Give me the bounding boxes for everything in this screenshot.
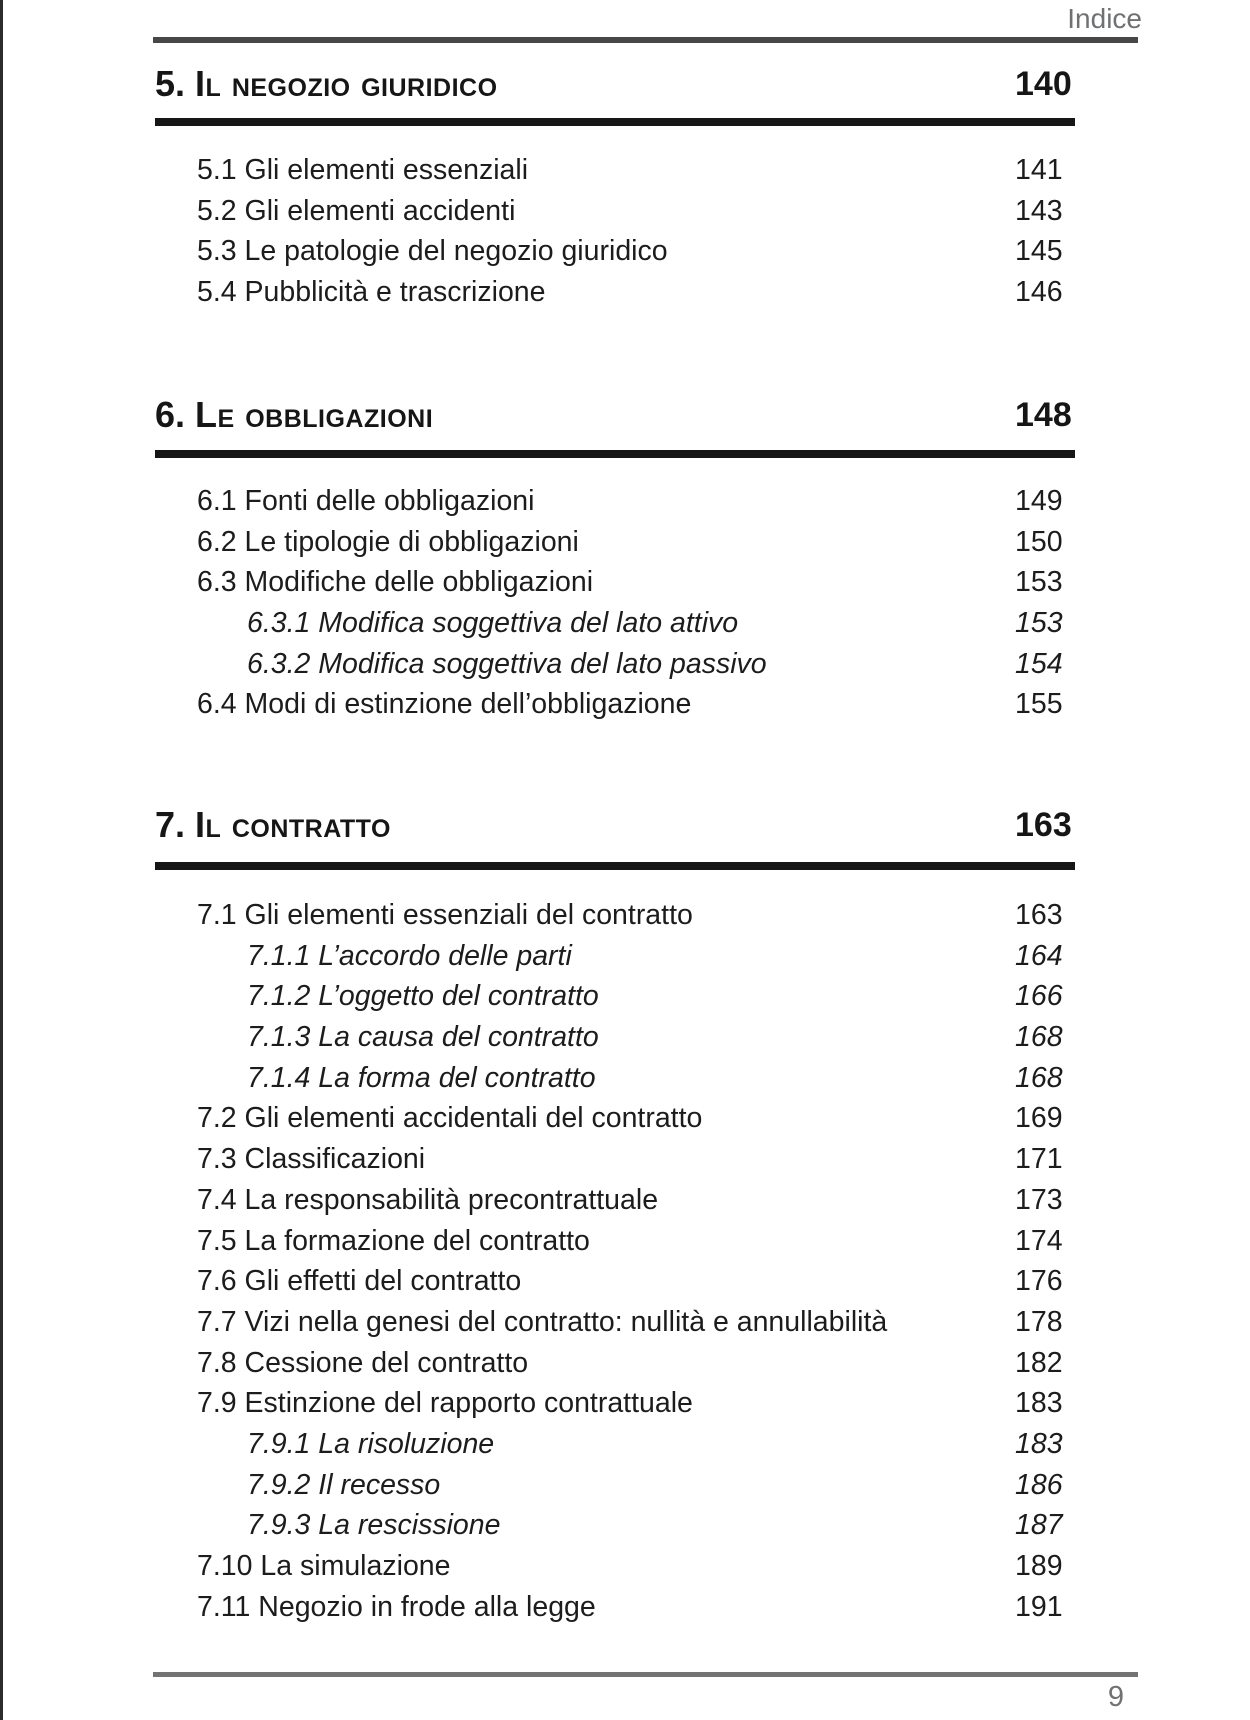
section-heading bbox=[155, 393, 1140, 437]
section-heading bbox=[155, 62, 1140, 106]
section-page-number: 163 bbox=[1015, 806, 1072, 844]
toc-entry-page-number: 191 bbox=[1015, 1590, 1063, 1623]
toc-entry-label: 7.1 Gli elementi essenziali del contratto bbox=[197, 899, 693, 931]
toc-entry bbox=[155, 644, 1140, 685]
section-rule bbox=[155, 862, 1075, 870]
section-number: 6. bbox=[155, 394, 186, 435]
section-number: 5. bbox=[155, 63, 186, 104]
section-entries bbox=[155, 895, 1140, 1627]
footer-rule bbox=[153, 1672, 1138, 1677]
toc-entry bbox=[155, 1587, 1140, 1628]
toc-entry-page-number: 186 bbox=[1015, 1468, 1063, 1501]
toc-entry-label: 5.3 Le patologie del negozio giuridico bbox=[197, 235, 668, 268]
toc-entry-label: 7.1.2 L’oggetto del contratto bbox=[247, 980, 599, 1013]
toc-entry bbox=[155, 1546, 1140, 1587]
section-page-number: 140 bbox=[1015, 65, 1072, 103]
toc-entry-page-number: 168 bbox=[1015, 1061, 1063, 1094]
toc-entry-label: 6.2 Le tipologie di obbligazioni bbox=[197, 525, 579, 558]
toc-entry bbox=[155, 1465, 1140, 1506]
toc-entry bbox=[155, 191, 1140, 232]
toc-entry bbox=[155, 1424, 1140, 1465]
toc-entry bbox=[155, 1505, 1140, 1546]
table-of-contents bbox=[155, 0, 1140, 1720]
toc-entry-page-number: 154 bbox=[1015, 647, 1063, 680]
toc-entry bbox=[155, 1017, 1140, 1058]
toc-entry bbox=[155, 150, 1140, 191]
toc-entry-page-number: 183 bbox=[1015, 1427, 1063, 1460]
page-number: 9 bbox=[1107, 1681, 1124, 1713]
section-title: Le obbligazioni bbox=[195, 394, 434, 435]
toc-entry-label: 7.9.3 La rescissione bbox=[247, 1509, 501, 1542]
toc-entry bbox=[155, 1383, 1140, 1424]
toc-entry-label: 7.6 Gli effetti del contratto bbox=[197, 1265, 522, 1298]
toc-entry-label: 7.11 Negozio in frode alla legge bbox=[197, 1590, 596, 1623]
running-header: Indice bbox=[1067, 3, 1142, 34]
section-entries bbox=[155, 481, 1140, 725]
toc-entry bbox=[155, 562, 1140, 603]
toc-entry-label: 5.1 Gli elementi essenziali bbox=[197, 154, 529, 186]
toc-entry-label: 7.9.1 La risoluzione bbox=[247, 1427, 495, 1460]
toc-entry-page-number: 143 bbox=[1015, 194, 1063, 227]
toc-entry bbox=[155, 522, 1140, 563]
toc-entry-page-number: 141 bbox=[1015, 154, 1063, 186]
toc-entry-page-number: 164 bbox=[1015, 939, 1063, 972]
toc-entry bbox=[155, 1221, 1140, 1262]
toc-entry-page-number: 173 bbox=[1015, 1183, 1063, 1216]
toc-entry-page-number: 178 bbox=[1015, 1305, 1063, 1338]
toc-entry bbox=[155, 976, 1140, 1017]
toc-entry-label: 7.7 Vizi nella genesi del contratto: nullità e annullabilità bbox=[197, 1305, 888, 1338]
section-page-number: 148 bbox=[1015, 396, 1072, 434]
toc-entry-label: 6.3 Modifiche delle obbligazioni bbox=[197, 566, 594, 599]
toc-entry bbox=[155, 1098, 1140, 1139]
toc-entry-page-number: 176 bbox=[1015, 1265, 1063, 1298]
toc-entry bbox=[155, 481, 1140, 522]
toc-entry bbox=[155, 895, 1140, 936]
toc-entry-page-number: 171 bbox=[1015, 1143, 1063, 1176]
toc-entry-page-number: 155 bbox=[1015, 688, 1063, 721]
toc-entry-label: 7.8 Cessione del contratto bbox=[197, 1346, 529, 1379]
toc-entry bbox=[155, 1180, 1140, 1221]
toc-entry bbox=[155, 603, 1140, 644]
toc-entry-page-number: 189 bbox=[1015, 1550, 1063, 1582]
section-entries bbox=[155, 150, 1140, 313]
toc-entry bbox=[155, 231, 1140, 272]
toc-entry-label: 7.2 Gli elementi accidentali del contratto bbox=[197, 1102, 703, 1135]
toc-entry-page-number: 174 bbox=[1015, 1224, 1063, 1257]
toc-entry-label: 5.4 Pubblicità e trascrizione bbox=[197, 276, 546, 309]
toc-entry bbox=[155, 936, 1140, 977]
section-title: Il negozio giuridico bbox=[195, 63, 498, 104]
toc-entry bbox=[155, 1302, 1140, 1343]
section-number: 7. bbox=[155, 804, 186, 845]
toc-entry-label: 7.1.3 La causa del contratto bbox=[247, 1021, 599, 1054]
toc-entry-page-number: 145 bbox=[1015, 235, 1063, 268]
toc-entry-label: 7.1.4 La forma del contratto bbox=[247, 1061, 596, 1094]
toc-entry-page-number: 182 bbox=[1015, 1346, 1063, 1379]
toc-entry-page-number: 146 bbox=[1015, 276, 1063, 309]
toc-entry-page-number: 153 bbox=[1015, 607, 1063, 640]
toc-entry-label: 6.3.1 Modifica soggettiva del lato attivo bbox=[247, 607, 739, 640]
toc-entry-page-number: 166 bbox=[1015, 980, 1063, 1013]
toc-entry-page-number: 153 bbox=[1015, 566, 1063, 599]
toc-entry-label: 6.3.2 Modifica soggettiva del lato passivo bbox=[247, 647, 767, 680]
toc-entry-label: 7.9 Estinzione del rapporto contrattuale bbox=[197, 1387, 693, 1420]
toc-entry bbox=[155, 1139, 1140, 1180]
section-heading bbox=[155, 803, 1140, 847]
toc-entry bbox=[155, 1058, 1140, 1099]
toc-entry bbox=[155, 1261, 1140, 1302]
toc-entry-page-number: 187 bbox=[1015, 1509, 1063, 1542]
section-rule bbox=[155, 118, 1075, 126]
toc-entry-page-number: 150 bbox=[1015, 525, 1063, 558]
toc-entry-label: 6.1 Fonti delle obbligazioni bbox=[197, 485, 535, 517]
toc-entry-label: 7.9.2 Il recesso bbox=[247, 1468, 441, 1501]
toc-entry-label: 6.4 Modi di estinzione dell’obbligazione bbox=[197, 688, 692, 721]
toc-entry bbox=[155, 684, 1140, 725]
toc-entry-page-number: 183 bbox=[1015, 1387, 1063, 1420]
toc-entry-page-number: 163 bbox=[1015, 899, 1063, 931]
toc-entry-label: 7.5 La formazione del contratto bbox=[197, 1224, 590, 1257]
toc-entry bbox=[155, 272, 1140, 313]
toc-entry-label: 7.4 La responsabilità precontrattuale bbox=[197, 1183, 659, 1216]
toc-entry-page-number: 168 bbox=[1015, 1021, 1063, 1054]
toc-entry-label: 7.10 La simulazione bbox=[197, 1550, 451, 1582]
toc-entry bbox=[155, 1343, 1140, 1384]
section-rule bbox=[155, 450, 1075, 458]
toc-entry-page-number: 169 bbox=[1015, 1102, 1063, 1135]
section-title: Il contratto bbox=[195, 804, 391, 845]
toc-entry-label: 7.3 Classificazioni bbox=[197, 1143, 426, 1176]
toc-entry-label: 7.1.1 L’accordo delle parti bbox=[247, 939, 572, 972]
page-left-edge bbox=[0, 0, 3, 1720]
toc-entry-label: 5.2 Gli elementi accidenti bbox=[197, 194, 516, 227]
toc-entry-page-number: 149 bbox=[1015, 485, 1063, 517]
